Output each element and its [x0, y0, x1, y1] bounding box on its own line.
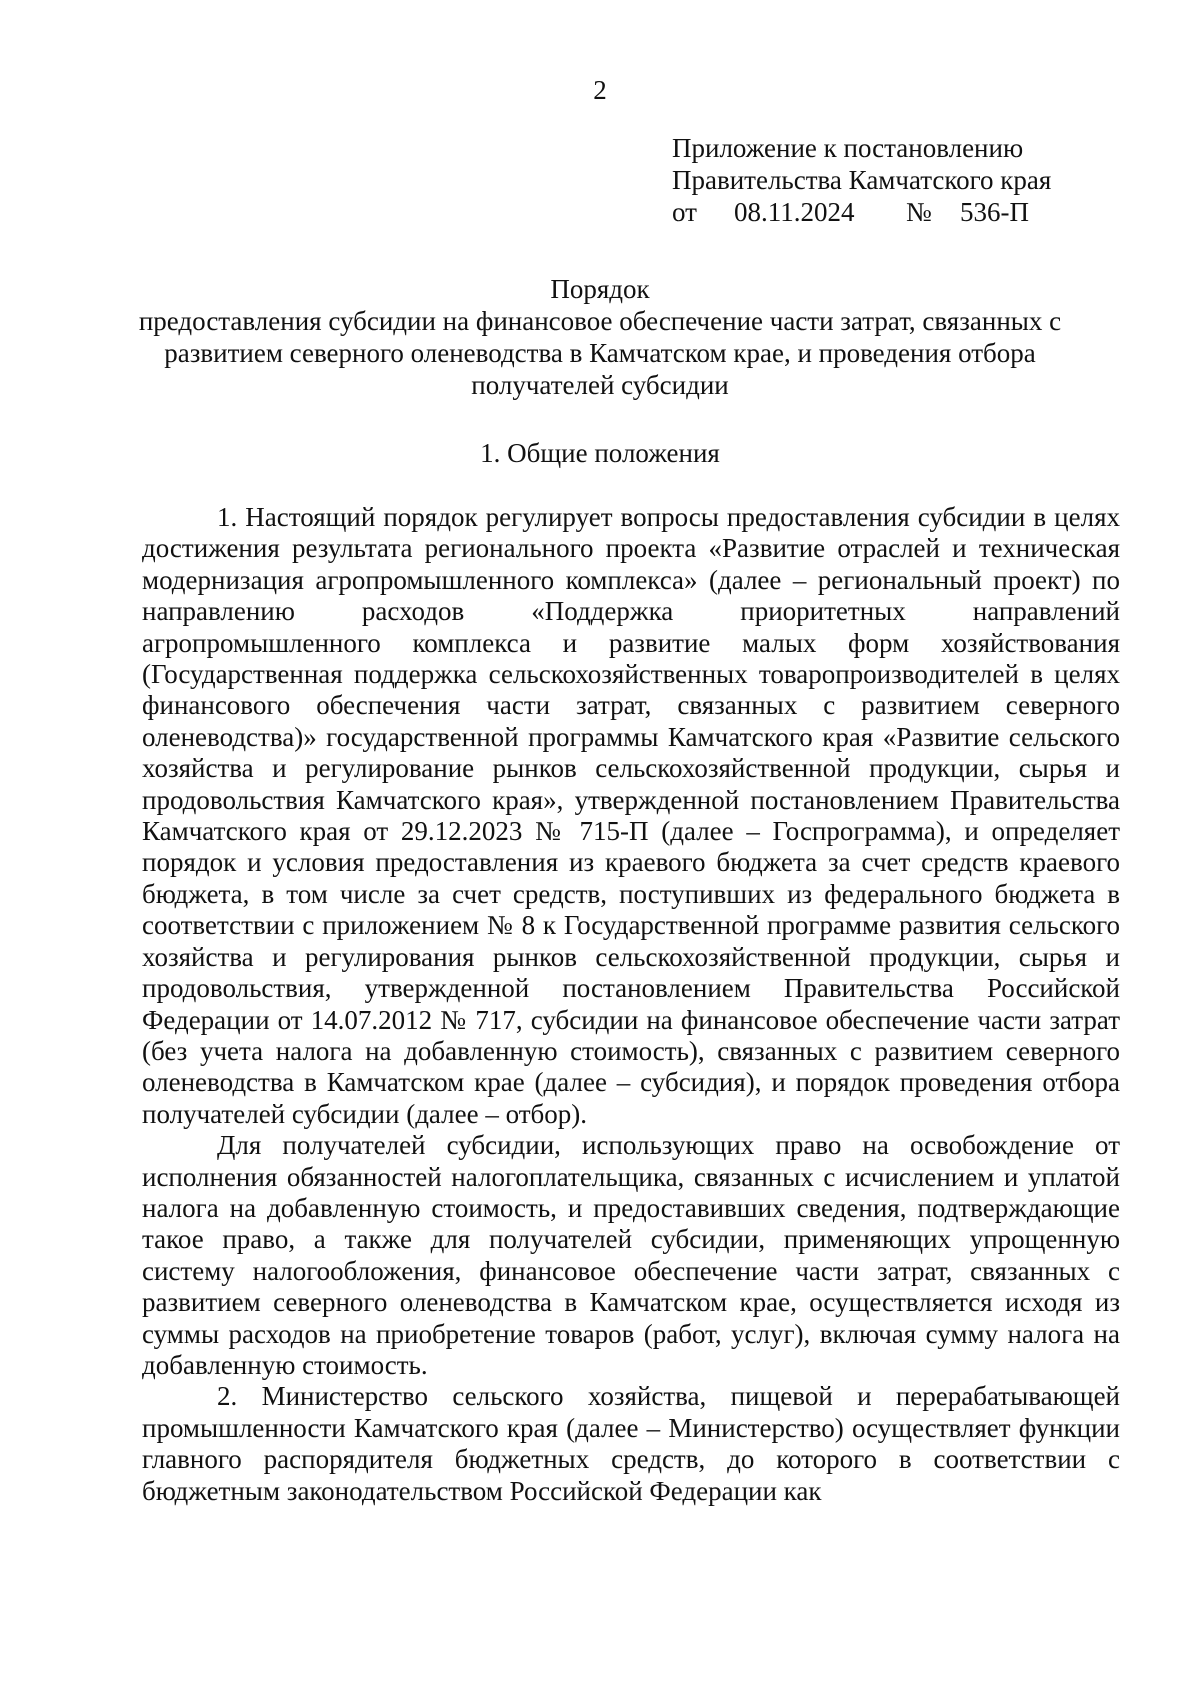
title-line-1: Порядок	[550, 274, 650, 304]
document-title	[100, 273, 1100, 401]
title-line-2: предоставления субсидии на финансовое обеспечение части затрат, связанных с	[138, 306, 1062, 336]
page-number: 2	[593, 75, 607, 105]
appendix-number: 536-П	[960, 197, 1029, 227]
appendix-date-line	[672, 196, 1142, 228]
body-text	[142, 502, 1120, 1507]
title-line-4: получателей субсидии	[471, 370, 729, 400]
paragraph-3: 2. Министерство сельского хозяйства, пищевой и перерабатывающей промышленности Камчатского края (далее – Министерство) осуществляет функции главного распорядителя бюджетных средств, до которого в соответствии с бюджетным законодательством Российской Федерации как	[142, 1381, 1120, 1506]
appendix-from-label: от	[672, 197, 697, 227]
appendix-date: 08.11.2024	[734, 197, 855, 227]
paragraph-2: Для получателей субсидии, использующих право на освобождение от исполнения обязанностей налогоплательщика, связанных с исчислением и уплатой налога на добавленную стоимость, и предоставивших сведения, подтверждающие такое право, а также для получателей субсидии, применяющих упрощенную систему налогообложения, финансовое обеспечение части затрат, связанных с развитием северного оленеводства в Камчатском крае, осуществляется исходя из суммы расходов на приобретение товаров (работ, услуг), включая сумму налога на добавленную стоимость.	[142, 1130, 1120, 1380]
appendix-line-2: Правительства Камчатского края	[672, 165, 1052, 195]
appendix-header	[672, 132, 1142, 228]
section-title: 1. Общие положения	[480, 438, 720, 468]
appendix-number-sign: №	[906, 197, 932, 227]
appendix-line-1: Приложение к постановлению	[672, 133, 1024, 163]
paragraph-1: 1. Настоящий порядок регулирует вопросы предоставления субсидии в целях достижения результата регионального проекта «Развитие отраслей и техническая модернизация агропромышленного комплекса» (далее – региональный проект) по направлению расходов «Поддержка приоритетных направлений агропромышленного комплекса и развитие малых форм хозяйствования (Государственная поддержка сельскохозяйственных товаропроизводителей в целях финансового обеспечения части затрат, связанных с развитием северного оленеводства)» государственной программы Камчатского края «Развитие сельского хозяйства и регулирование рынков сельскохозяйственной продукции, сырья и продовольствия Камчатского края», утвержденной постановлением Правительства Камчатского края от 29.12.2023 № 715-П (далее – Госпрограмма), и определяет порядок и условия предоставления из краевого бюджета за счет средств краевого бюджета, в том числе за счет средств, поступивших из федерального бюджета в соответствии с приложением № 8 к Государственной программе развития сельского хозяйства и регулирования рынков сельскохозяйственной продукции, сырья и продовольствия, утвержденной постановлением Правительства Российской Федерации от 14.07.2012 № 717, субсидии на финансовое обеспечение части затрат (без учета налога на добавленную стоимость), связанных с развитием северного оленеводства в Камчатском крае (далее – субсидия), и порядок проведения отбора получателей субсидии (далее – отбор).	[142, 502, 1120, 1129]
title-line-3: развитием северного оленеводства в Камчатском крае, и проведения отбора	[164, 338, 1036, 368]
